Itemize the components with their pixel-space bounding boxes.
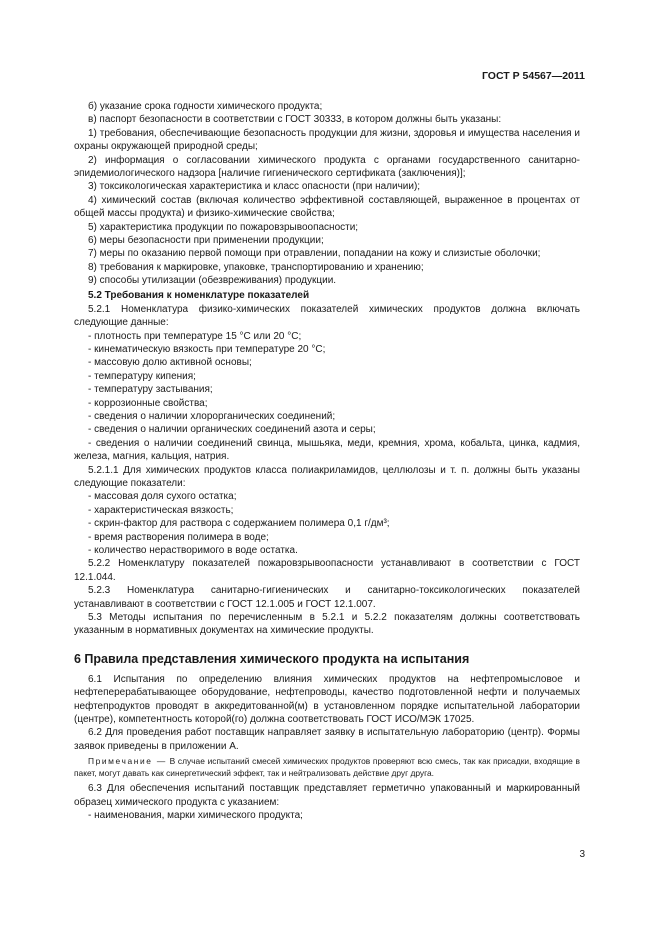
paragraph-text: 6.2 Для проведения работ поставщик направляет заявку в испытательную лабораторию (центр). Формы заявок приведены в приложении А. bbox=[74, 727, 580, 752]
paragraph bbox=[74, 437, 580, 464]
paragraph bbox=[74, 234, 580, 247]
note-paragraph bbox=[74, 756, 580, 779]
paragraph-text: - наименования, марки химического продукта; bbox=[88, 810, 303, 822]
paragraph-text: В случае испытаний смесей химических продуктов проверяют всю смесь, так как присадки, входящие в пакет, могут давать как синергетический эффект, так и нейтрализовать действие друг друга. bbox=[74, 756, 580, 778]
paragraph-text: 8) требования к маркировке, упаковке, транспортированию и хранению; bbox=[88, 261, 424, 273]
paragraph bbox=[74, 127, 580, 154]
paragraph bbox=[74, 343, 580, 356]
paragraph-text: 6 Правила представления химического продукта на испытания bbox=[74, 651, 470, 666]
paragraph bbox=[74, 782, 580, 809]
page-number: 3 bbox=[579, 849, 585, 860]
paragraph bbox=[74, 726, 580, 753]
paragraph-text: 4) химический состав (включая количество эффективной составляющей, выраженное в процентах от общей массы продукта) и физико-химические свойства; bbox=[74, 194, 580, 220]
paragraph-text: 7) меры по оказанию первой помощи при отравлении, попадании на кожу и слизистые оболочки; bbox=[88, 248, 541, 260]
paragraph bbox=[74, 100, 580, 113]
paragraph-text: 6.3 Для обеспечения испытаний поставщик представляет герметично упакованный и маркированный образец химического продукта с указанием: bbox=[74, 783, 580, 808]
paragraph-text: 9) способы утилизации (обезвреживания) продукции. bbox=[88, 275, 337, 287]
paragraph bbox=[74, 330, 580, 343]
paragraph bbox=[74, 370, 580, 383]
paragraph bbox=[74, 221, 580, 234]
paragraph bbox=[74, 194, 580, 221]
paragraph bbox=[74, 383, 580, 396]
paragraph-text: - сведения о наличии соединений свинца, мышьяка, меди, кремния, хрома, кобальта, цинка, кадмия, железа, магния, кальция, натрия. bbox=[74, 437, 580, 463]
paragraph-text: 3) токсикологическая характеристика и класс опасности (при наличии); bbox=[88, 181, 421, 193]
paragraph-text: - массовую долю активной основы; bbox=[88, 357, 252, 369]
paragraph-text: - характеристическая вязкость; bbox=[88, 504, 234, 516]
paragraph bbox=[74, 544, 580, 557]
paragraph bbox=[74, 423, 580, 436]
paragraph bbox=[74, 531, 580, 544]
paragraph bbox=[74, 397, 580, 410]
subsection-heading bbox=[74, 288, 580, 303]
paragraph bbox=[74, 113, 580, 126]
paragraph-text: - температуру кипения; bbox=[88, 370, 196, 382]
paragraph-text: - температуру застывания; bbox=[88, 384, 213, 396]
paragraph-text: 5.2.2 Номенклатуру показателей пожаровзрывоопасности устанавливают в соответствии с ГОСТ 12.1.044. bbox=[74, 558, 580, 583]
paragraph-text: 5.3 Методы испытания по перечисленным в 5.2.1 и 5.2.2 показателям должны соответствовать указанным в нормативных документах на химические продукты. bbox=[74, 612, 580, 637]
paragraph-text: - массовая доля сухого остатка; bbox=[88, 491, 237, 503]
paragraph bbox=[74, 356, 580, 369]
paragraph-text: 5.2.3 Номенклатура санитарно-гигиенических и санитарно-токсикологических показателей устанавливают в соответствии с ГОСТ 12.1.005 и ГОСТ 12.1.007. bbox=[74, 585, 580, 610]
paragraph-text: - кинематическую вязкость при температуре 20 °С; bbox=[88, 343, 326, 355]
paragraph bbox=[74, 247, 580, 260]
paragraph-text: - сведения о наличии хлорорганических соединений; bbox=[88, 410, 336, 422]
standard-id: ГОСТ Р 54567—2011 bbox=[481, 70, 585, 82]
paragraph bbox=[74, 504, 580, 517]
paragraph bbox=[74, 809, 580, 822]
document-body bbox=[74, 100, 580, 823]
paragraph-text: в) паспорт безопасности в соответствии с ГОСТ 30333, в котором должны быть указаны: bbox=[88, 114, 502, 126]
paragraph-text: б) указание срока годности химического продукта; bbox=[88, 101, 323, 112]
paragraph bbox=[74, 410, 580, 423]
paragraph-text: 5.2.1.1 Для химических продуктов класса полиакриламидов, целлюлозы и т. п. должны быть указаны следующие показатели: bbox=[74, 464, 580, 489]
paragraph-text: - коррозионные свойства; bbox=[88, 397, 208, 409]
paragraph bbox=[74, 611, 580, 638]
paragraph-text: 6) меры безопасности при применении продукции; bbox=[88, 235, 324, 247]
paragraph bbox=[74, 517, 580, 530]
paragraph-text: - количество нерастворимого в воде остатка. bbox=[88, 545, 298, 556]
paragraph-text: 5.2.1 Номенклатура физико-химических показателей химических продуктов должна включать следующие данные: bbox=[74, 303, 580, 329]
paragraph bbox=[74, 490, 580, 503]
paragraph-text: 5.2 Требования к номенклатуре показателей bbox=[88, 289, 310, 301]
paragraph-text: 1) требования, обеспечивающие безопасность продукции для жизни, здоровья и имущества населения и охраны окружающей природной среды; bbox=[74, 127, 580, 153]
paragraph-text: - время растворения полимера в воде; bbox=[88, 531, 269, 543]
paragraph bbox=[74, 180, 580, 193]
paragraph-text: 5) характеристика продукции по пожаровзрывоопасности; bbox=[88, 221, 359, 233]
paragraph-text: 6.1 Испытания по определению влияния химических продуктов на нефтепромысловое и нефтеперерабатывающее оборудование, нефтепроводы, качество подготовленной нефти и получаемых нефтепродуктов проводят в аккредитованной(м) в установленном порядке испытательной лаборатории (центре), компетентность которой(го) должна соответствовать ГОСТ ИСО/МЭК 17025. bbox=[74, 673, 580, 726]
paragraph bbox=[74, 464, 580, 491]
paragraph bbox=[74, 154, 580, 181]
paragraph bbox=[74, 261, 580, 274]
paragraph bbox=[74, 303, 580, 330]
paragraph bbox=[74, 274, 580, 287]
paragraph-text: - сведения о наличии органических соединений азота и серы; bbox=[88, 424, 376, 436]
paragraph-text: - скрин-фактор для раствора с содержанием полимера 0,1 г/дм³; bbox=[88, 518, 390, 530]
paragraph bbox=[74, 673, 580, 727]
section-heading bbox=[74, 652, 580, 667]
paragraph-text: 2) информация о согласовании химического продукта с органами государственного санитарно-эпидемиологического надзора [наличие гигиенического сертификата (заключения)]; bbox=[74, 154, 580, 180]
paragraph bbox=[74, 557, 580, 584]
paragraph bbox=[74, 584, 580, 611]
note-label: Примечание — bbox=[88, 756, 167, 767]
paragraph-text: - плотность при температуре 15 °С или 20 °С; bbox=[88, 330, 302, 342]
